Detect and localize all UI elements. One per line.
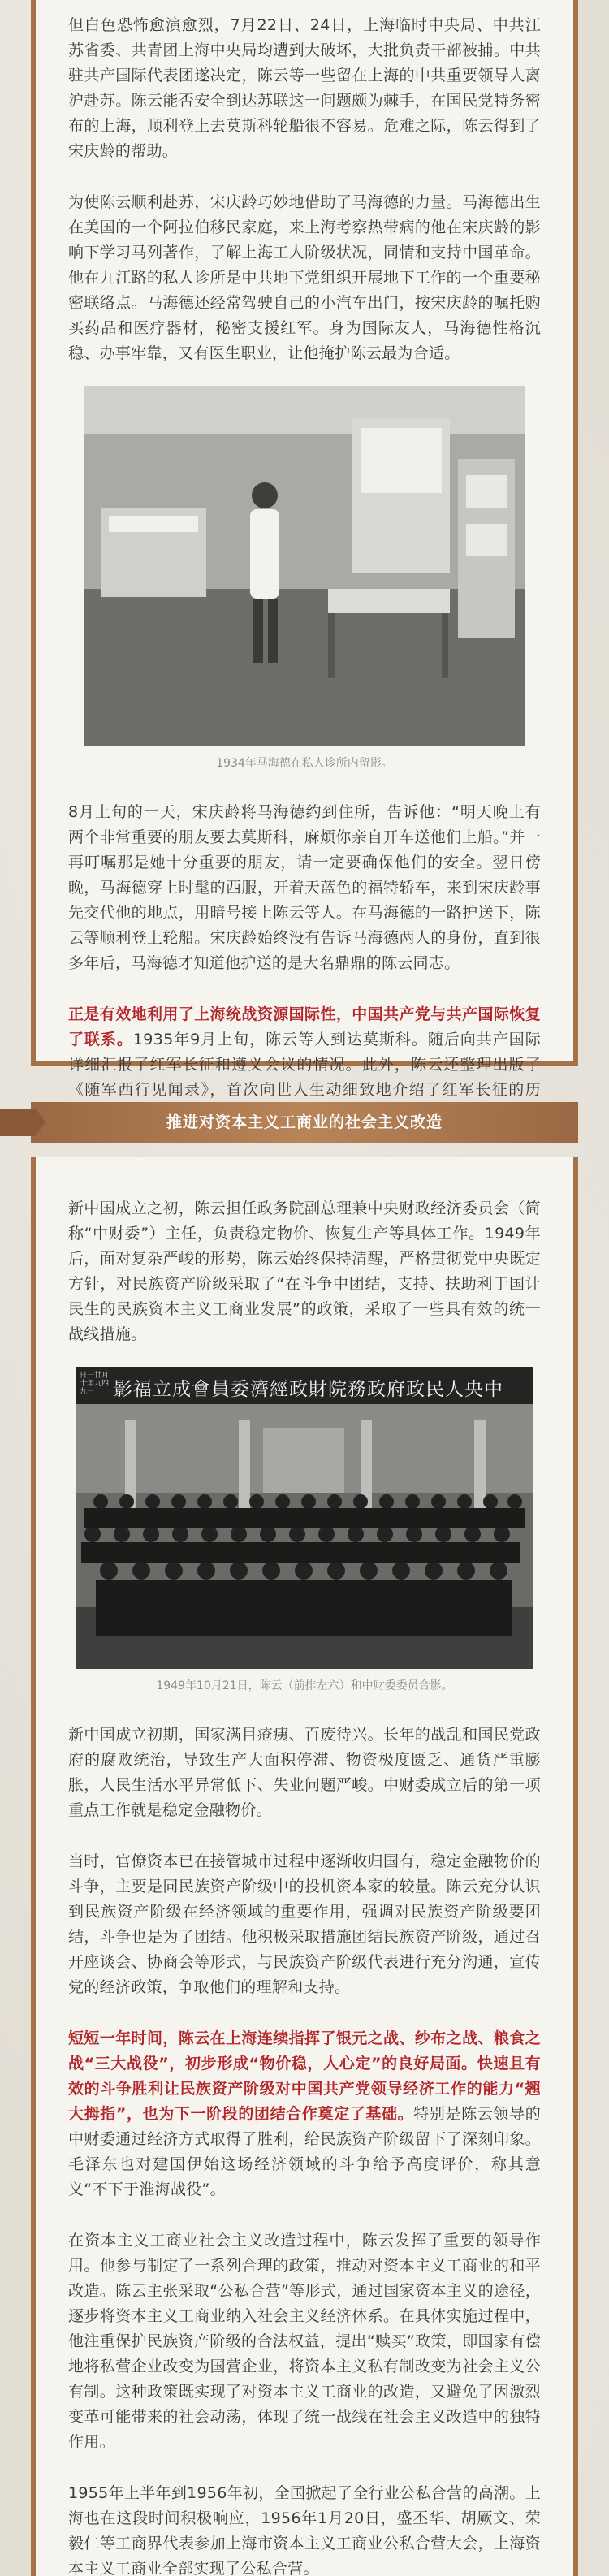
paragraph-text: 特别是陈云领导的中财委通过经济方式取得了胜利，给民族资产阶级留下了深刻印象。毛泽东也对建国伊始这场经济领域的斗争给予高度评价，称其意义“不下于淮海战役”。 xyxy=(68,2105,541,2198)
paragraph-text: 1935年9月上旬，陈云等人到达莫斯科。随后向共产国际详细汇报了红军长征和遵义会议的情况。此外，陈云还整理出版了《随军西行见闻录》，首次向世人生动细致地介绍了红军长征的历 xyxy=(68,1031,541,1099)
article-frame-top xyxy=(31,0,578,1099)
photo-banner xyxy=(76,1367,533,1404)
paragraph: 但白色恐怖愈演愈烈，7月22日、24日，上海临时中央局、中共江苏省委、共青团上海中央局均遭到大破坏，大批负责干部被捕。中共驻共产国际代表团遂决定，陈云等一些留在上海的中共重要领导人离沪赴苏。陈云能否安全到达苏联这一问题颇为棘手，在国民党特务密布的上海，顺利登上去莫斯科轮船很不容易。危难之际，陈云得到了宋庆龄的帮助。 xyxy=(68,16,541,160)
paragraph: 在资本主义工商业社会主义改造过程中，陈云发挥了重要的领导作用。他参与制定了一系列合理的政策，推动对资本主义工商业的和平改造。陈云主张采取“公私合营”等形式，通过国家资本主义的途径，逐步将资本主义工商业纳入社会主义经济体系。在具体实施过程中，他注重保护民族资产阶级的合法权益，提出“赎买”政策，即国家有偿地将私营企业改变为国营企业，将资本主义私有制改变为社会主义公有制。这种政策既实现了对资本主义工商业的改造，又避免了因激烈变革可能带来的社会动荡，体现了统一战线在社会主义改造中的独特作用。 xyxy=(68,2232,541,2451)
clinic-photo xyxy=(84,386,525,746)
group-photo xyxy=(76,1367,533,1669)
photo-banner-title: 影福立成會員委濟經政財院務政府政民人央中 xyxy=(114,1379,503,1400)
highlight-text: 正是有效地利用了上海统战资源国际性，中国共产党与共产国际恢复了联系。 xyxy=(68,1005,541,1048)
paragraph: 新中国成立初期，国家满目疮痍、百废待兴。长年的战乱和国民党政府的腐败统治，导致生产大面积停滞、物资极度匮乏、通货严重膨胀，人民生活水平异常低下、失业问题严峻。中财委成立后的第一项重点工作就是稳定金融物价。 xyxy=(68,1726,541,1819)
paragraph: 新中国成立之初，陈云担任政务院副总理兼中央财政经济委员会（简称“中财委”）主任，负责稳定物价、恢复生产等具体工作。1949年后，面对复杂严峻的形势，陈云始终保持清醒，严格贯彻党中央既定方针，对民族资产阶级采取了“在斗争中团结，支持、扶助利于国计民生的民族资本主义工商业发展”的政策，采取了一些具有效的统一战线措施。 xyxy=(68,1199,541,1343)
highlight-text: 短短一年时间，陈云在上海连续指挥了银元之战、纱布之战、粮食之战“三大战役”，初步形成“物价稳，人心定”的良好局面。快速且有效的斗争胜利让民族资产阶级对中国共产党领导经济工作的能力“翘大拇指”，也为下一阶段的团结合作奠定了基础。 xyxy=(68,2029,541,2123)
paragraph: 1955年上半年到1956年初，全国掀起了全行业公私合营的高潮。上海也在这段时间积极响应，1956年1月20日，盛丕华、胡厥文、荣毅仁等工商界代表参加上海市资本主义工商业公私合营大会，上海资本主义工商业全部实现了公私合营。 xyxy=(68,2484,541,2576)
photo-banner-date: 日一廿月十年九四九一 xyxy=(80,1372,110,1396)
clinic-photo-illustration xyxy=(84,386,525,746)
section-title: 推进对资本主义工商业的社会主义改造 xyxy=(166,1113,443,1131)
section-header xyxy=(0,1102,609,1143)
article-frame-bottom xyxy=(31,1157,578,2576)
photo-caption: 1949年10月21日，陈云（前排左六）和中财委委员合影。 xyxy=(156,1679,453,1692)
paragraph: 当时，官僚资本已在接管城市过程中逐渐收归国有，稳定金融物价的斗争，主要是同民族资产阶级中的投机资本家的较量。陈云充分认识到民族资产阶级在经济领域的重要作用，强调对民族资产阶级要团结，斗争也是为了团结。他积极采取措施团结民族资产阶级，通过召开座谈会、协商会等形式，与民族资产阶级代表进行充分沟通，宣传党的经济政策，争取他们的理解和支持。 xyxy=(68,1852,541,1996)
photo-caption: 1934年马海德在私人诊所内留影。 xyxy=(216,757,393,770)
paragraph xyxy=(68,2026,541,2202)
paragraph: 8月上旬的一天，宋庆龄将马海德约到住所，告诉他：“明天晚上有两个非常重要的朋友要去莫斯科，麻烦你亲自开车送他们上船。”并一再叮嘱那是她十分重要的朋友，请一定要确保他们的安全。翌日傍晚，马海德穿上时髦的西服，开着天蓝色的福特轿车，来到宋庆龄事先交代他的地点，用暗号接上陈云等人。在马海德的一路护送下，陈云等顺利登上轮船。宋庆龄始终没有告诉马海德两人的身份，直到很多年后，马海德才知道他护送的是大名鼎鼎的陈云同志。 xyxy=(68,803,541,972)
paragraph: 为使陈云顺利赴苏，宋庆龄巧妙地借助了马海德的力量。马海德出生在美国的一个阿拉伯移民家庭，来上海考察热带病的他在宋庆龄的影响下学习马列著作，了解上海工人阶级状况，同情和支持中国革命。他在九江路的私人诊所是中共地下党组织开展地下工作的一个重要秘密联络点。马海德还经常驾驶自己的小汽车出门，按宋庆龄的嘱托购买药品和医疗器材，秘密支援红军。身为国际友人，马海德性格沉稳、办事牢靠，又有医生职业，让他掩护陈云最为合适。 xyxy=(68,193,541,362)
group-photo-illustration xyxy=(76,1404,533,1669)
